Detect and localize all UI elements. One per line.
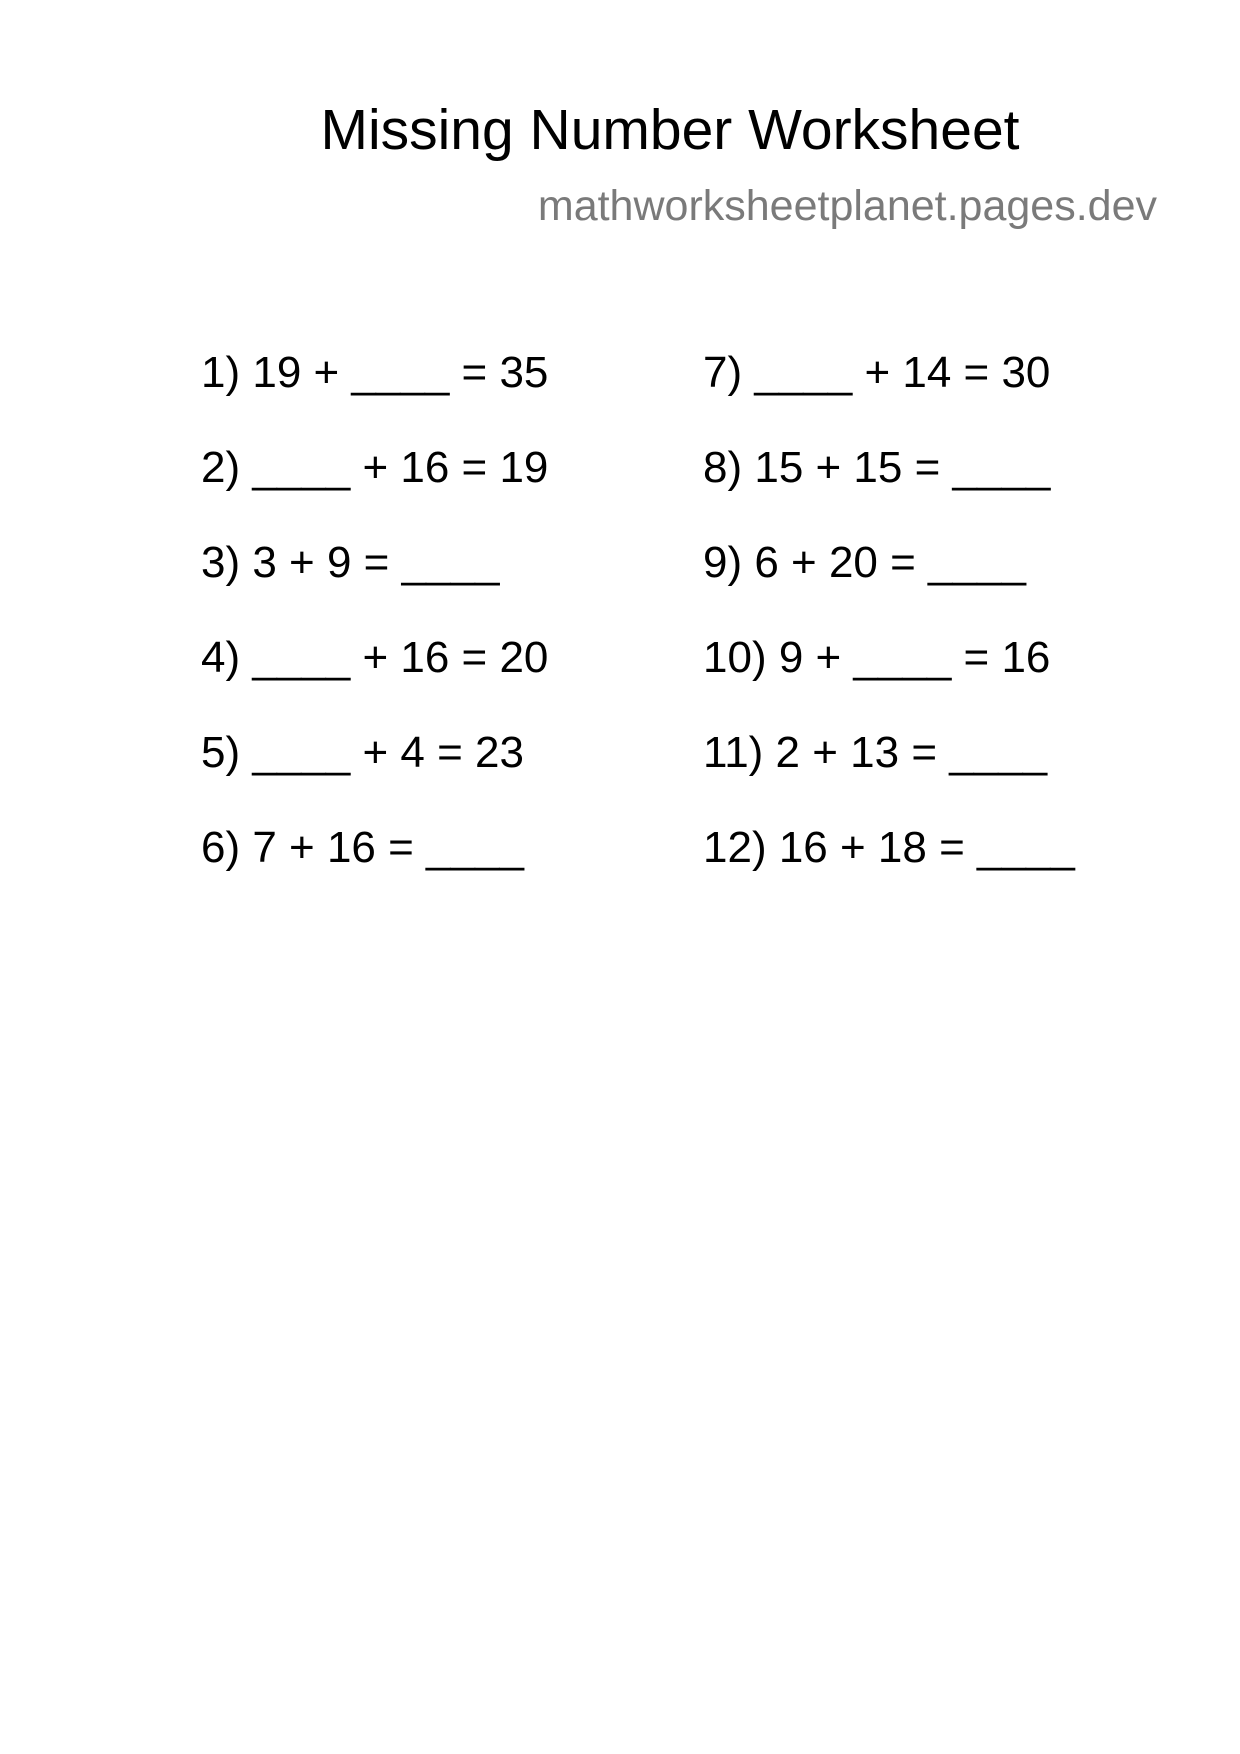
problem-12: 12) 16 + 18 = ____ [703, 823, 1075, 872]
problem-5: 5) ____ + 4 = 23 [201, 728, 524, 777]
problem-column-left [201, 345, 548, 915]
problem-2: 2) ____ + 16 = 19 [201, 443, 549, 492]
page-title: Missing Number Worksheet [320, 98, 1020, 162]
problem-9: 9) 6 + 20 = ____ [703, 538, 1026, 587]
problem-column-right [703, 345, 1075, 915]
problem-7: 7) ____ + 14 = 30 [703, 348, 1051, 397]
source-url: mathworksheetplanet.pages.dev [537, 182, 1157, 230]
problem-6: 6) 7 + 16 = ____ [201, 823, 524, 872]
problem-8: 8) 15 + 15 = ____ [703, 443, 1051, 492]
problem-11: 11) 2 + 13 = ____ [703, 728, 1048, 777]
problem-1: 1) 19 + ____ = 35 [201, 348, 549, 397]
problem-4: 4) ____ + 16 = 20 [201, 633, 549, 682]
problem-3: 3) 3 + 9 = ____ [201, 538, 500, 587]
problem-10: 10) 9 + ____ = 16 [703, 633, 1051, 682]
